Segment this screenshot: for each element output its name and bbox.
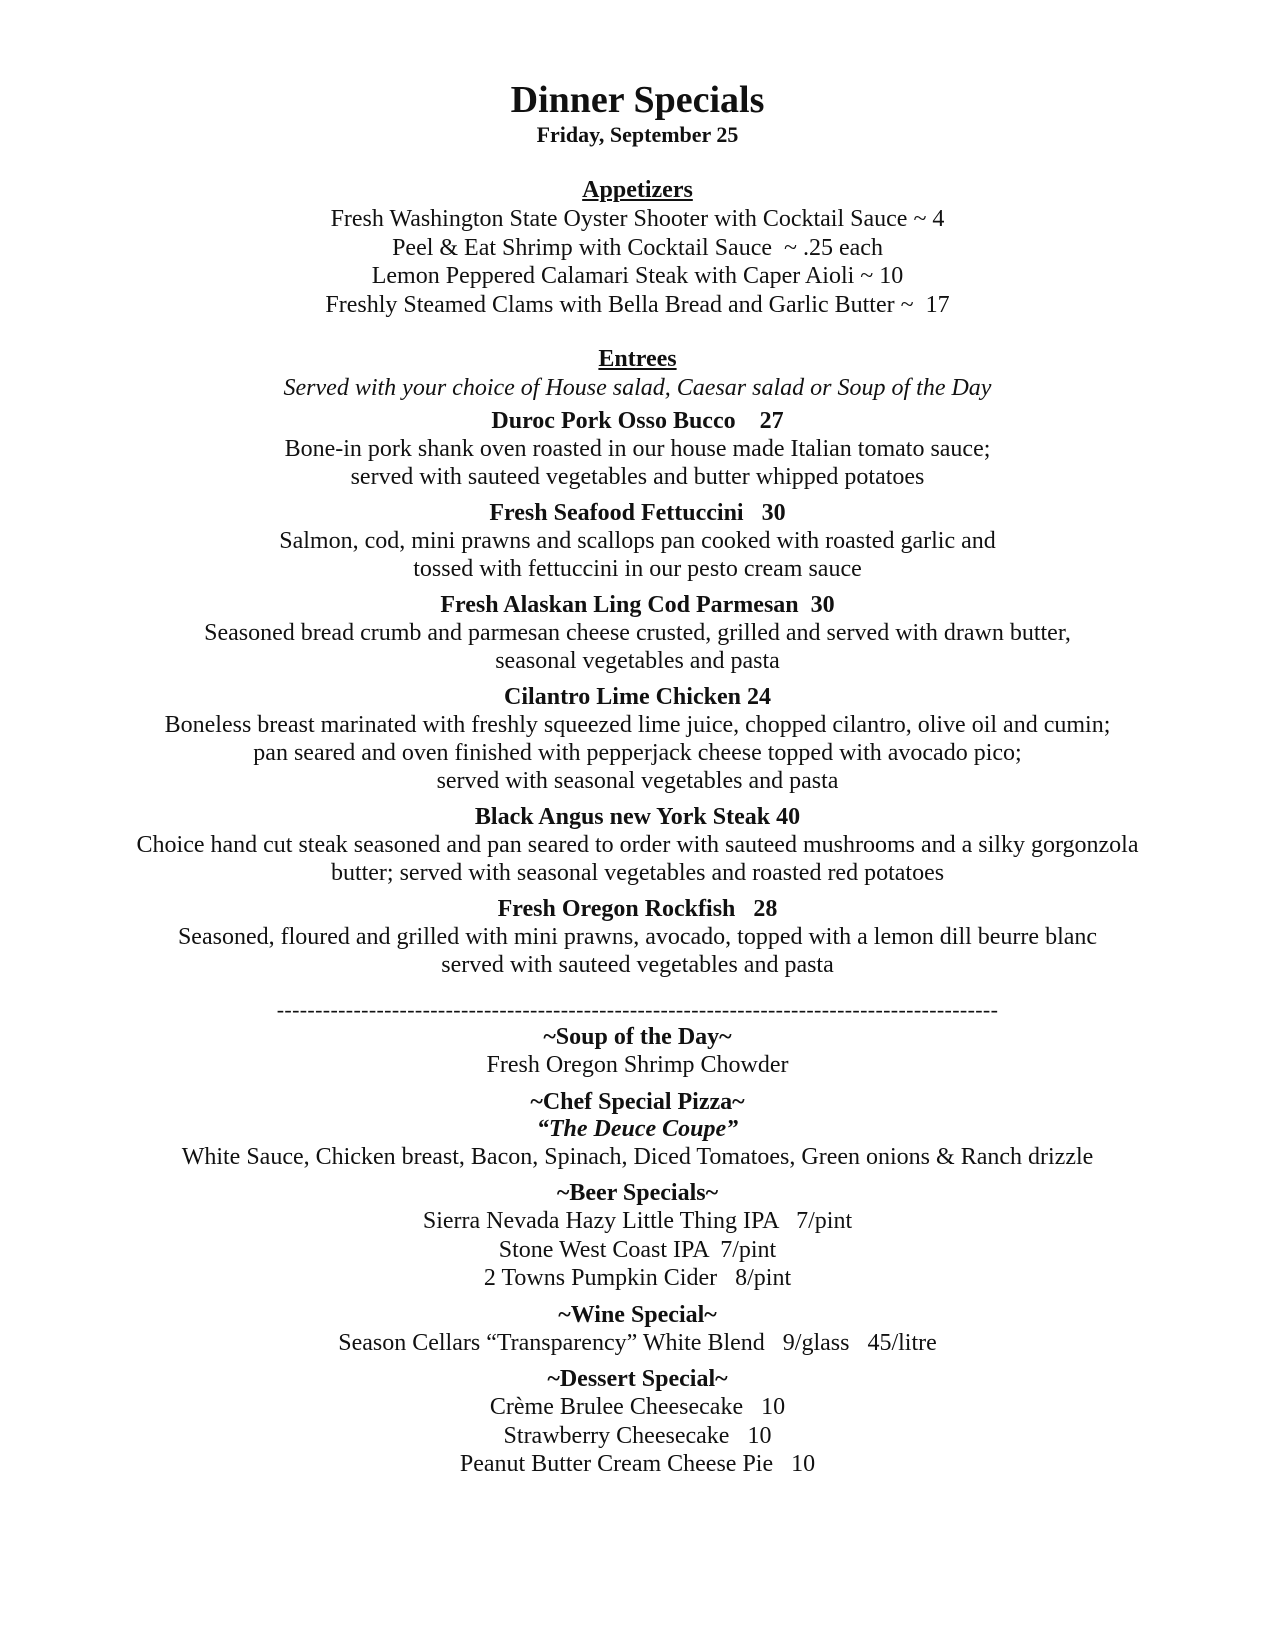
dessert-section <box>0 1365 1275 1479</box>
dessert-heading: ~Dessert Special~ <box>547 1366 728 1392</box>
beer-section <box>0 1179 1275 1293</box>
entree-description: tossed with fettuccini in our pesto cream sauce <box>413 556 862 582</box>
appetizers-section <box>0 176 1275 319</box>
wine-heading: ~Wine Special~ <box>558 1301 717 1328</box>
entree-item <box>0 499 1275 583</box>
entree-item <box>0 407 1275 491</box>
dessert-item: Strawberry Cheesecake 10 <box>503 1422 772 1449</box>
entree-item <box>0 683 1275 795</box>
beer-item: 2 Towns Pumpkin Cider 8/pint <box>483 1265 792 1291</box>
wine-item: Season Cellars “Transparency” White Blend 9/glass 45/litre <box>338 1329 937 1356</box>
entree-name: Fresh Seafood Fettuccini 30 <box>489 500 786 526</box>
entree-description: Seasoned, floured and grilled with mini prawns, avocado, topped with a lemon dill beurre blanc <box>177 924 1098 950</box>
menu-date: Friday, September 25 <box>536 122 739 147</box>
appetizer-item: Freshly Steamed Clams with Bella Bread and Garlic Butter ~ 17 <box>325 291 950 318</box>
entree-item <box>0 895 1275 979</box>
entree-name: Fresh Alaskan Ling Cod Parmesan 30 <box>440 592 835 618</box>
beer-heading: ~Beer Specials~ <box>556 1180 719 1206</box>
appetizers-heading: Appetizers <box>582 177 693 203</box>
entree-item <box>0 803 1275 887</box>
beer-item: Stone West Coast IPA 7/pint <box>498 1236 777 1263</box>
entrees-section <box>0 345 1275 979</box>
soup-heading: ~Soup of the Day~ <box>543 1024 732 1050</box>
soup-item: Fresh Oregon Shrimp Chowder <box>486 1052 789 1078</box>
appetizer-item: Lemon Peppered Calamari Steak with Caper Aioli ~ 10 <box>371 263 904 289</box>
entree-name: Fresh Oregon Rockfish 28 <box>497 896 778 922</box>
entree-item <box>0 591 1275 675</box>
entree-description: Choice hand cut steak seasoned and pan seared to order with sauteed mushrooms and a silky gorgonzola <box>136 832 1139 858</box>
dessert-item: Crème Brulee Cheesecake 10 <box>489 1394 786 1420</box>
entree-description: butter; served with seasonal vegetables and roasted red potatoes <box>330 860 945 886</box>
entrees-note: Served with your choice of House salad, Caesar salad or Soup of the Day <box>283 375 992 401</box>
entree-description: seasonal vegetables and pasta <box>495 648 780 674</box>
menu-page <box>0 78 1275 1479</box>
entree-description: Bone-in pork shank oven roasted in our house made Italian tomato sauce; <box>284 436 991 462</box>
entrees-heading: Entrees <box>598 346 677 372</box>
appetizer-item: Peel & Eat Shrimp with Cocktail Sauce ~ .25 each <box>392 234 883 261</box>
beer-item: Sierra Nevada Hazy Little Thing IPA 7/pint <box>422 1208 853 1234</box>
entree-description: served with sauteed vegetables and pasta <box>441 952 834 978</box>
soup-section <box>0 1023 1275 1080</box>
page-title: Dinner Specials <box>510 79 765 121</box>
dessert-item: Peanut Butter Cream Cheese Pie 10 <box>459 1451 816 1477</box>
pizza-section <box>0 1088 1275 1172</box>
entree-description: Seasoned bread crumb and parmesan cheese crusted, grilled and served with drawn butter, <box>204 620 1071 646</box>
appetizer-item: Fresh Washington State Oyster Shooter with Cocktail Sauce ~ 4 <box>330 206 945 232</box>
pizza-name: “The Deuce Coupe” <box>536 1115 739 1142</box>
entree-description: Salmon, cod, mini prawns and scallops pan cooked with roasted garlic and <box>279 528 996 554</box>
entree-description: pan seared and oven finished with pepperjack cheese topped with avocado pico; <box>253 740 1022 766</box>
entree-name: Black Angus new York Steak 40 <box>474 804 801 830</box>
dashed-divider: ---------------------------------------------------------------------------------------------- <box>276 997 999 1022</box>
entree-name: Duroc Pork Osso Bucco 27 <box>491 408 784 434</box>
pizza-heading: ~Chef Special Pizza~ <box>530 1088 745 1115</box>
entree-description: served with sauteed vegetables and butter whipped potatoes <box>350 464 925 490</box>
pizza-toppings: White Sauce, Chicken breast, Bacon, Spinach, Diced Tomatoes, Green onions & Ranch drizzle <box>181 1143 1094 1170</box>
entree-description: Boneless breast marinated with freshly squeezed lime juice, chopped cilantro, olive oil and cumin; <box>164 712 1111 738</box>
wine-section <box>0 1301 1275 1358</box>
entree-name: Cilantro Lime Chicken 24 <box>504 684 771 710</box>
entree-description: served with seasonal vegetables and pasta <box>436 768 839 794</box>
